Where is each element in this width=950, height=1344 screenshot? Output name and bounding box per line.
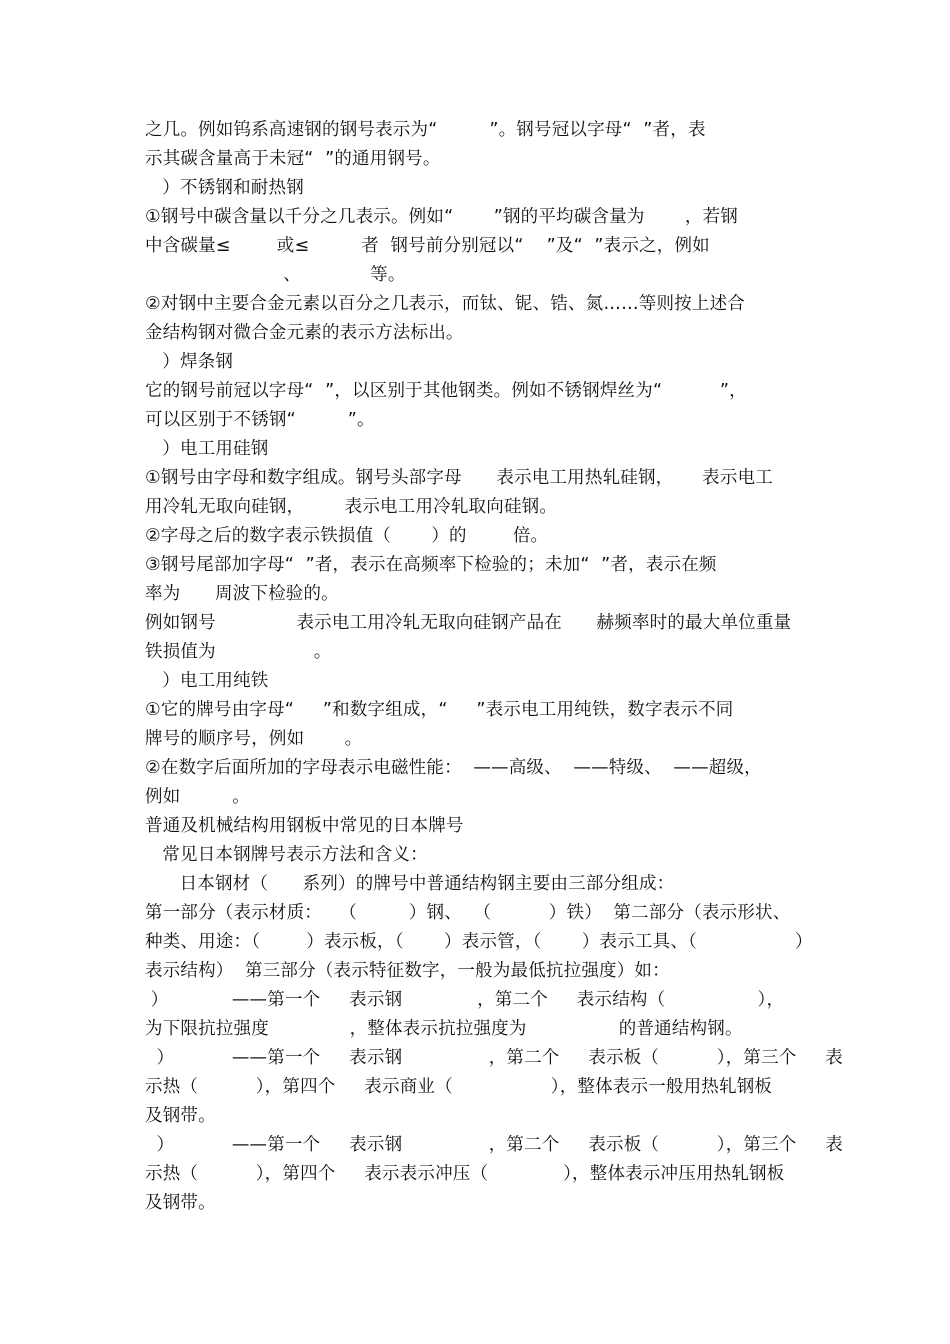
text-line: 例如钢号 表示电工用冷轧无取向硅钢产品在 赫频率时的最大单位重量 — [145, 613, 792, 633]
text-line: 它的钢号前冠以字母“ ”，以区别于其他钢类。例如不锈钢焊丝为“ ”， — [145, 381, 747, 401]
text-line: 铁损值为 。 — [145, 642, 332, 662]
text-line: 、 等。 — [145, 265, 406, 285]
text-line: 可以区别于不锈钢“ ”。 — [145, 410, 375, 430]
section-heading: 普通及机械结构用钢板中常见的日本牌号 — [145, 816, 464, 836]
text-line: 及钢带。 — [145, 1106, 216, 1126]
text-line: ②字母之后的数字表示铁损值（ ）的 倍。 — [145, 526, 549, 546]
text-line: 示其碳含量高于未冠“ ”的通用钢号。 — [145, 149, 441, 169]
text-line: 表示结构） 第三部分（表示特征数字，一般为最低抗拉强度）如： — [145, 961, 670, 981]
text-line: 金结构钢对微合金元素的表示方法标出。 — [145, 323, 464, 343]
text-line: ①钢号由字母和数字组成。钢号头部字母 表示电工用热轧硅钢， 表示电工 — [145, 468, 773, 488]
text-line: 示热（ ），第四个 表示商业（ ），整体表示一般用热轧钢板 — [145, 1077, 773, 1097]
section-heading: ）不锈钢和耐热钢 — [145, 178, 304, 198]
text-line: ②对钢中主要合金元素以百分之几表示，而钛、铌、锆、氮……等则按上述合 — [145, 294, 745, 314]
text-line: ①它的牌号由字母“ ”和数字组成，“ ”表示电工用纯铁，数字表示不同 — [145, 700, 734, 720]
text-line: 中含碳量≤ 或≤ 者 钢号前分别冠以“ ”及“ ”表示之，例如 — [145, 236, 710, 256]
text-line: ③钢号尾部加字母“ ”者，表示在高频率下检验的；未加“ ”者，表示在频 — [145, 555, 717, 575]
section-heading: ）焊条钢 — [145, 352, 234, 372]
text-line: 示热（ ），第四个 表示表示冲压（ ），整体表示冲压用热轧钢板 — [145, 1164, 785, 1184]
text-line: 之几。例如钨系高速钢的钢号表示为“ ”。钢号冠以字母“ ”者，表 — [145, 120, 706, 140]
text-line: ） ——第一个 表示钢 ，第二个 表示板（ ），第三个 表 — [145, 1135, 844, 1155]
text-line: 第一部分（表示材质： （ ）钢、 （ ）铁） 第二部分（表示形状、 — [145, 903, 791, 923]
text-line: ） ——第一个 表示钢 ，第二个 表示结构（ ）， — [145, 990, 785, 1010]
text-line: 日本钢材（ 系列）的牌号中普通结构钢主要由三部分组成： — [145, 874, 675, 894]
text-line: 及钢带。 — [145, 1193, 216, 1213]
text-line: 用冷轧无取向硅钢， 表示电工用冷轧取向硅钢。 — [145, 497, 558, 517]
text-line: 种类、用途：（ ）表示板，（ ）表示管，（ ）表示工具、（ ） — [145, 932, 813, 952]
section-heading: ）电工用纯铁 — [145, 671, 269, 691]
text-line: 常见日本钢牌号表示方法和含义： — [145, 845, 428, 865]
text-line: 牌号的顺序号，例如 。 — [145, 729, 363, 749]
text-line: ） ——第一个 表示钢 ，第二个 表示板（ ），第三个 表 — [145, 1048, 844, 1068]
text-line: ①钢号中碳含量以千分之几表示。例如“ ”钢的平均碳含量为 ，若钢 — [145, 207, 738, 227]
text-line: ②在数字后面所加的字母表示电磁性能： ——高级、 ——特级、 ——超级， — [145, 758, 762, 778]
section-heading: ）电工用硅钢 — [145, 439, 269, 459]
text-line: 率为 周波下检验的。 — [145, 584, 339, 604]
text-line: 为下限抗拉强度 ，整体表示抗拉强度为 的普通结构钢。 — [145, 1019, 743, 1039]
text-line: 例如 。 — [145, 787, 250, 807]
